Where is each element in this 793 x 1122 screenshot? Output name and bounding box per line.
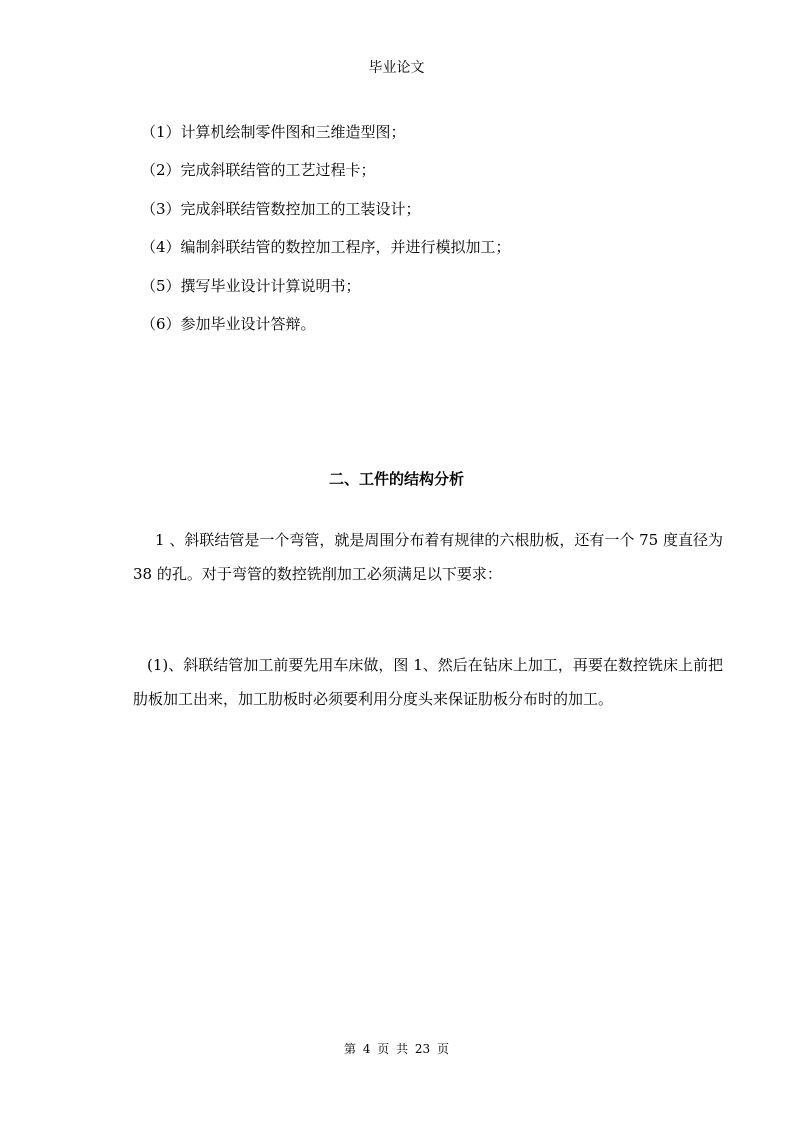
list-item: （3）完成斜联结管数控加工的工装设计；	[141, 199, 421, 218]
page-header: 毕业论文	[368, 60, 425, 76]
list-item: （4）编制斜联结管的数控加工程序，并进行模拟加工；	[141, 238, 511, 257]
paragraph: 1 、斜联结管是一个弯管，就是周围分布着有规律的六根肋板，还有一个 75 度直径为 38 的孔。对于弯管的数控铣削加工必须满足以下要求：	[133, 531, 723, 583]
page-footer: 第 4 页 共 23 页	[344, 1042, 449, 1056]
list-item: （6）参加毕业设计答辩。	[141, 314, 316, 333]
list-item: （5）撰写毕业设计计算说明书；	[141, 276, 361, 295]
paragraph: (1)、斜联结管加工前要先用车床做，图 1、然后在钻床上加工，再要在数控铣床上前把肋板加工出来，加工肋板时必须要利用分度头来保证肋板分布时的加工。	[133, 656, 723, 708]
task-list	[141, 122, 741, 352]
section-title: 二、工件的结构分析	[328, 470, 464, 488]
list-item: （2）完成斜联结管的工艺过程卡；	[141, 161, 376, 180]
list-item: （1）计算机绘制零件图和三维造型图；	[141, 123, 406, 141]
